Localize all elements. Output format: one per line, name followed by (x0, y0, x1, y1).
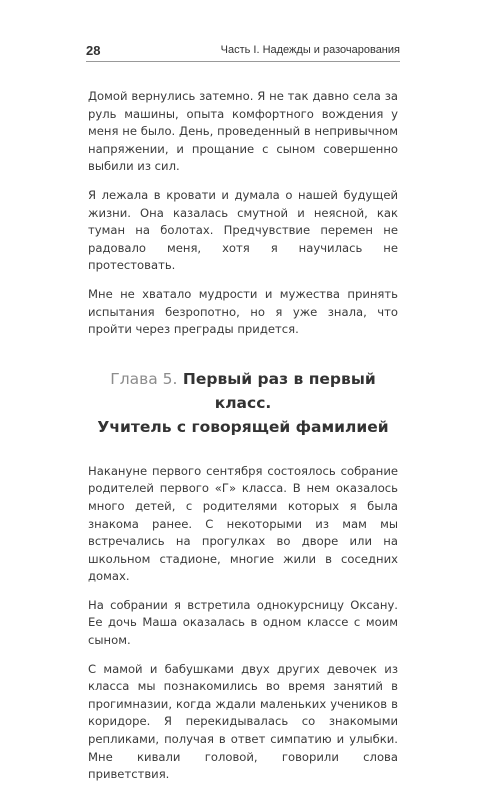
page-header (86, 42, 400, 62)
chapter-title-line-1: Первый раз в первый класс. (182, 369, 376, 412)
header-divider (86, 61, 400, 62)
paragraph: Мне не хватало мудрости и мужества принять испытания безропотно, но я уже знала, что пройти через преграды придется. (88, 286, 398, 337)
running-title: Часть I. Надежды и разочарования (220, 44, 400, 56)
paragraph: Домой вернулись затемно. Я не так давно села за руль машины, опыта комфортного вождения у меня не было. День, проведенный в непривычном напряжении, и прощание с сыном совершенно выбили из сил. (88, 89, 398, 174)
chapter-heading (88, 367, 398, 439)
chapter-title-line-2: Учитель с говорящей фамилией (97, 417, 389, 436)
paragraph: Я лежала в кровати и думала о нашей будущей жизни. Она казалась смутной и неясной, как туман на болотах. Предчувствие перемен не радовало меня, хотя я научилась не протестовать. (88, 187, 398, 273)
paragraph: На собрании я встретила однокурсницу Оксану. Ее дочь Маша оказалась в одном классе с моим сыном. (88, 597, 398, 648)
chapter-label: Глава 5. (110, 369, 178, 388)
page-content (88, 88, 398, 795)
paragraph: С мамой и бабушками двух других девочек из класса мы познакомились во время занятий в прогимназии, когда ждали маленьких учеников в коридоре. Я перекидывалась со знакомыми репликами, получая в ответ симпатию и улыбки. Мне кивали головой, говорили слова приветствия. (88, 661, 398, 782)
page-number: 28 (86, 43, 101, 58)
paragraph: Накануне первого сентября состоялось собрание родителей первого «Г» класса. В нем оказалось много детей, с родителями которых я была знакома ранее. С некоторыми из мам мы встречались на прогулках во дворе или на школьном стадионе, многие жили в соседних домах. (88, 463, 398, 584)
